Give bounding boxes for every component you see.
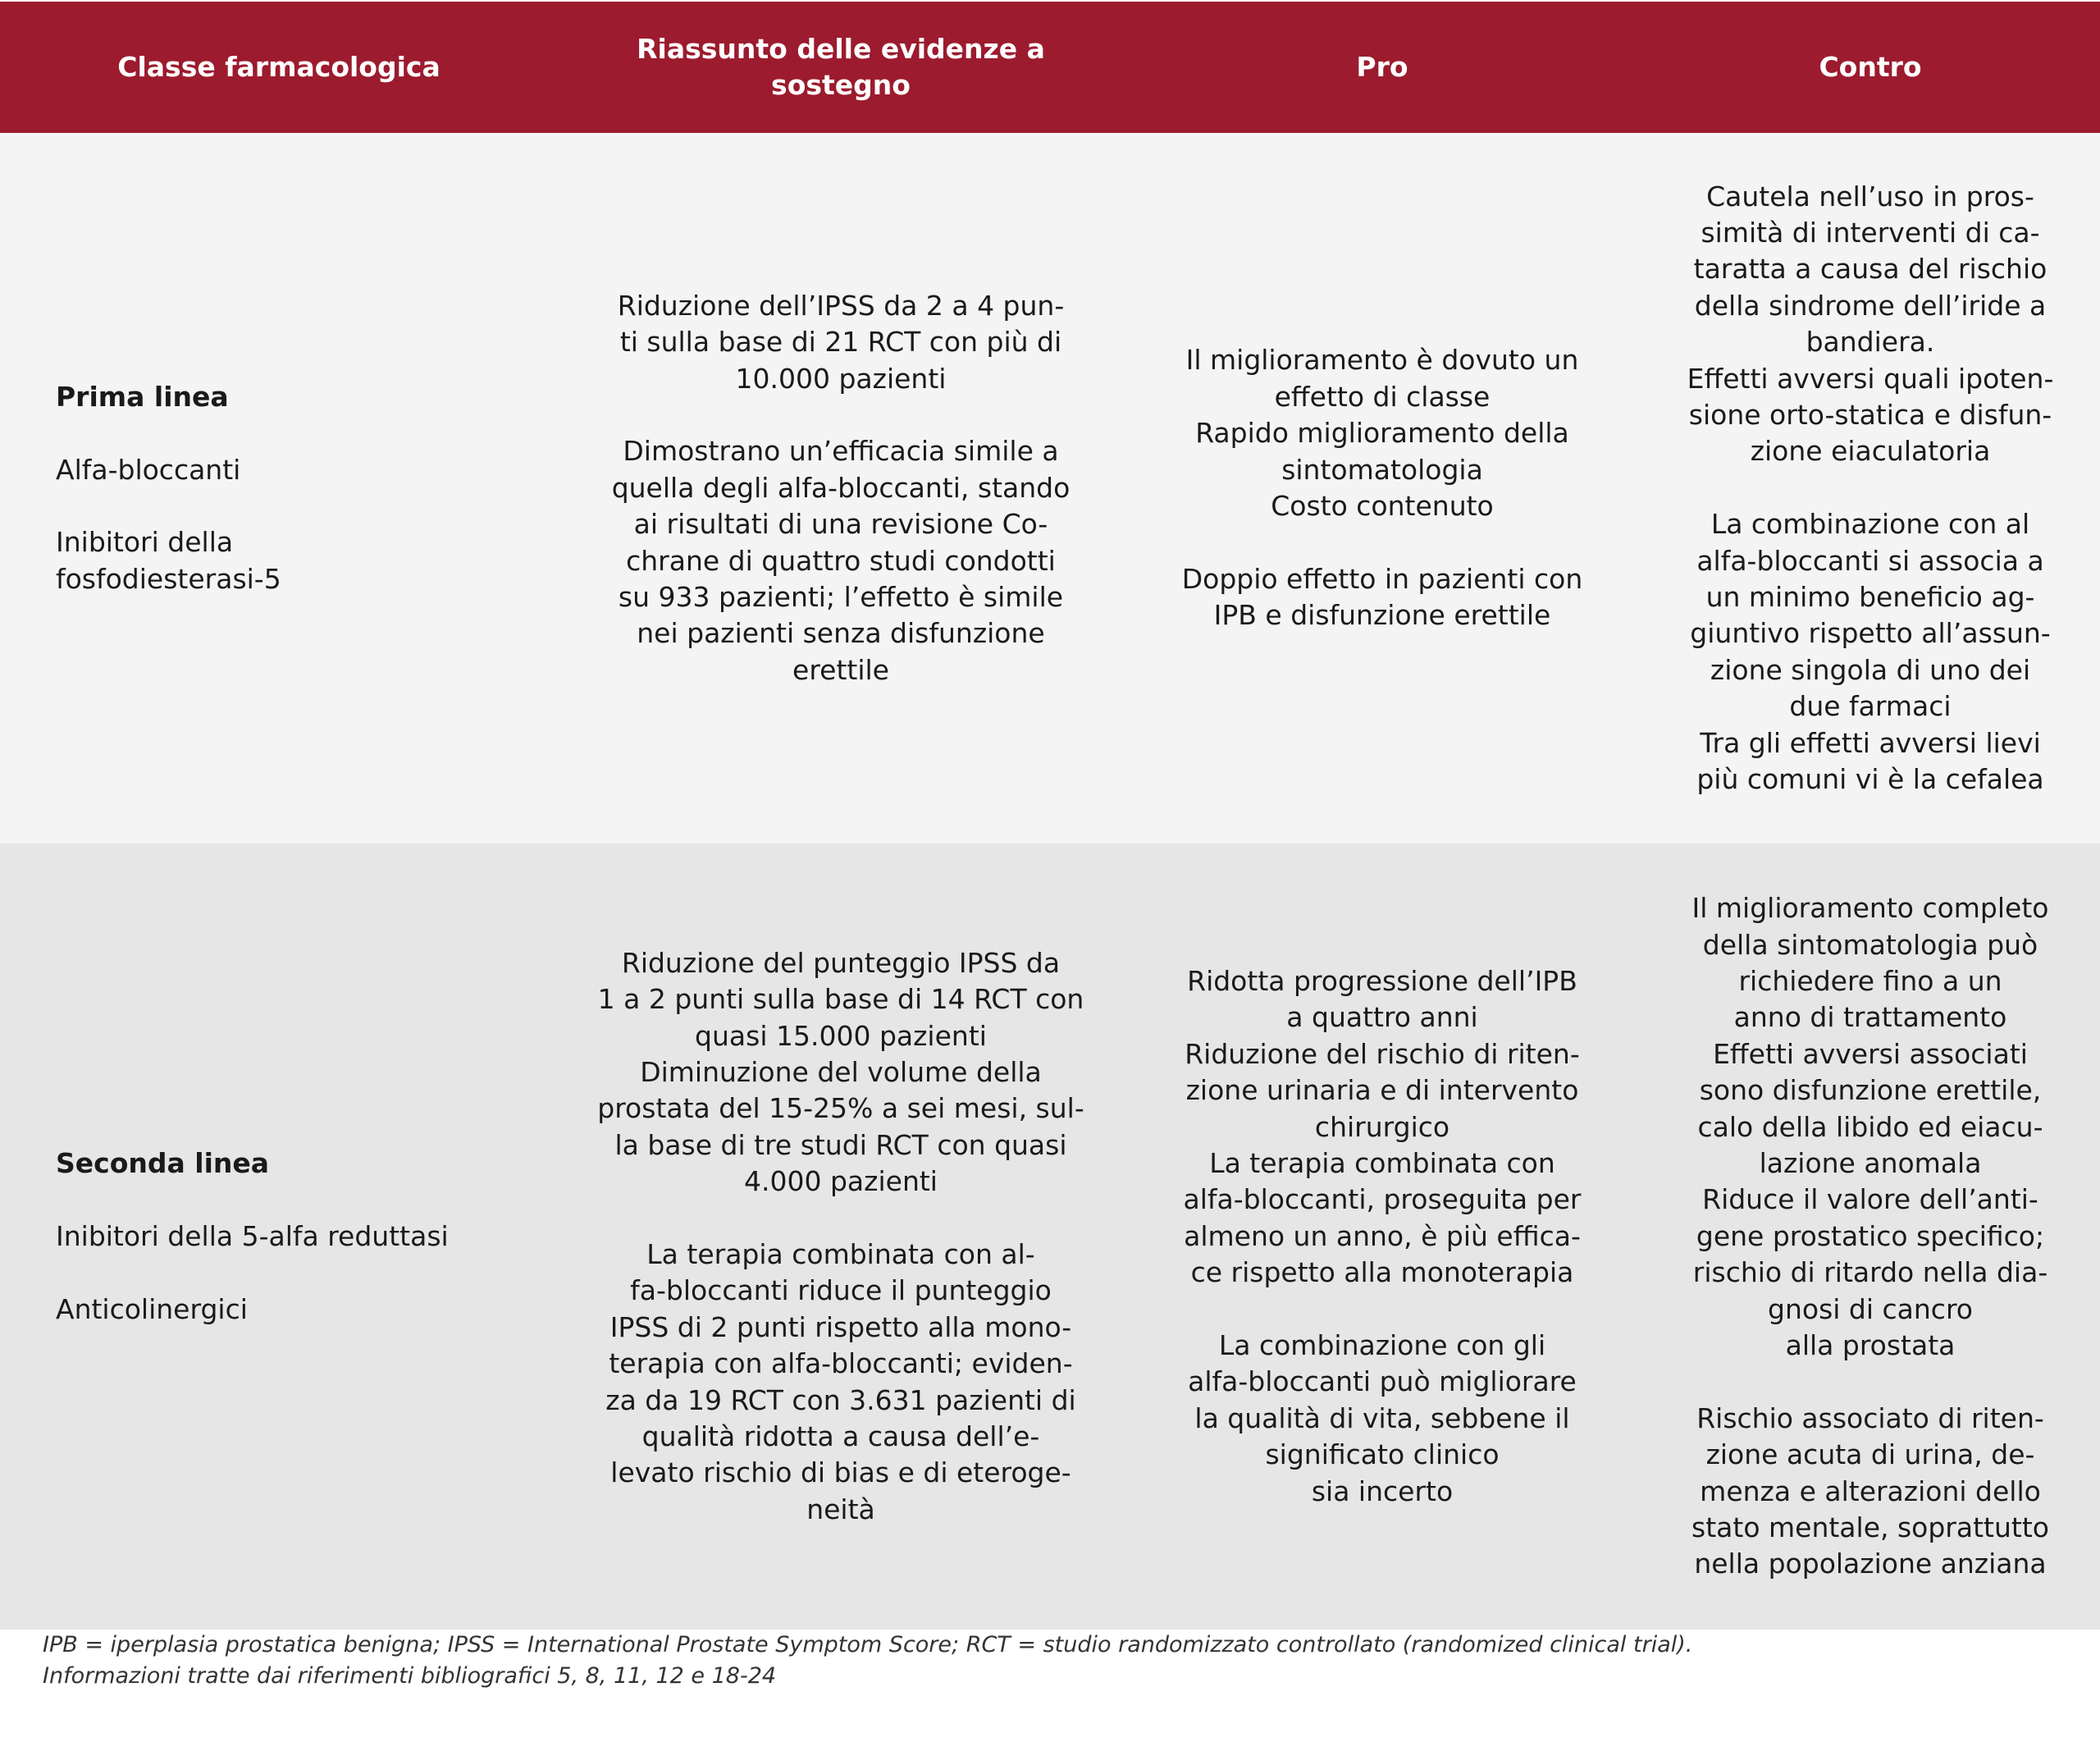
contro-text-line: zione eiaculatoria <box>1750 435 1991 468</box>
spacer <box>591 397 1091 433</box>
spacer <box>1165 1292 1600 1328</box>
contro-text-line: gene prostatico specifico; <box>1696 1219 2045 1252</box>
contro-text-line: più comuni vi è la cefalea <box>1696 763 2044 796</box>
pro-text-line: significato clinico <box>1265 1438 1500 1471</box>
pro-text-line: Rapido miglioramento della <box>1195 417 1569 450</box>
pro-text-line: alfa-bloccanti può migliorare <box>1188 1365 1577 1398</box>
contro-text-line: Tra gli effetti avversi lievi <box>1700 726 2041 759</box>
pro-text-line: chirurgico <box>1314 1110 1450 1143</box>
contro-text-line: simità di interventi di ca- <box>1701 216 2040 249</box>
footnote-abbreviations: IPB = iperplasia prostatica benigna; IPSS = International Prostate Symptom Score; RCT = studio randomizzato controllato (randomized clinical trial). <box>43 1632 1693 1657</box>
pro-text-line: zione urinaria e di intervento <box>1185 1074 1579 1107</box>
header-riassunto-line-1: Riassunto delle evidenze a <box>637 33 1045 65</box>
evidence-text-line: 4.000 pazienti <box>744 1165 938 1198</box>
evidence-text-line: qualità ridotta a causa dell’e- <box>641 1420 1040 1453</box>
footnote-references: Informazioni tratte dai riferimenti bibliografici 5, 8, 11, 12 e 18-24 <box>43 1663 777 1689</box>
pro-text-line: IPB e disfunzione erettile <box>1213 599 1551 632</box>
pro-text-line: la qualità di vita, sebbene il <box>1194 1401 1570 1434</box>
table-row-seconda-linea <box>0 844 2100 1630</box>
evidence-text-line: Diminuzione del volume della <box>640 1055 1042 1088</box>
contro-text-line: calo della libido ed eiacu- <box>1697 1110 2043 1143</box>
drug-class-item: Inibitori della <box>56 526 234 559</box>
contro-text-line: menza e alterazioni dello <box>1700 1475 2041 1507</box>
evidence-text-line: su 933 pazienti; l’effetto è simile <box>618 581 1064 613</box>
contro-text-line: Riduce il valore dell’anti- <box>1702 1183 2038 1216</box>
pro-text-line: sia incerto <box>1311 1475 1454 1507</box>
contro-text-line: taratta a causa del rischio <box>1693 253 2048 286</box>
drug-class-item: Inibitori della 5-alfa reduttasi <box>56 1219 449 1252</box>
header-row <box>0 2 2100 133</box>
pro-text-line: sintomatologia <box>1281 453 1483 486</box>
evidence-text-line: 10.000 pazienti <box>735 362 947 395</box>
contro-text-line: Effetti avversi quali ipoten- <box>1687 362 2054 395</box>
cell-contro <box>1641 844 2100 1630</box>
evidence-text-line: levato rischio di bias e di eteroge- <box>610 1456 1071 1489</box>
contro-text-line: La combinazione con al <box>1710 508 2030 541</box>
row-title: Seconda linea <box>56 1147 270 1179</box>
contro-text-line: gnosi di cancro <box>1768 1292 1973 1325</box>
contro-text-line: della sintomatologia può <box>1702 928 2038 961</box>
pro-text-line: effetto di classe <box>1274 380 1491 413</box>
cell-pro <box>1124 133 1641 844</box>
pro-text-line: a quattro anni <box>1286 1001 1478 1034</box>
contro-text-line: rischio di ritardo nella dia- <box>1692 1256 2048 1289</box>
drug-class-item: Alfa-bloccanti <box>56 453 241 486</box>
evidence-text-line: terapia con alfa-bloccanti; eviden- <box>609 1347 1073 1380</box>
contro-text-line: bandiera. <box>1806 326 1935 359</box>
evidence-text-line: 1 a 2 punti sulla base di 14 RCT con <box>597 983 1084 1016</box>
contro-text-line: richiedere fino a un <box>1738 964 2002 997</box>
contro-text-line: zione singola di uno dei <box>1710 653 2031 686</box>
pro-text-line: Doppio effetto in pazienti con <box>1181 562 1583 595</box>
contro-text-line: Effetti avversi associati <box>1713 1037 2028 1070</box>
cell-classe <box>0 133 558 844</box>
contro-text-line: alfa-bloccanti si associa a <box>1696 544 2044 577</box>
pro-text-line: La combinazione con gli <box>1218 1329 1546 1361</box>
contro-text-line: nella popolazione anziana <box>1694 1548 2047 1580</box>
drug-class-item: fosfodiesterasi-5 <box>56 562 281 595</box>
evidence-text-line: nei pazienti senza disfunzione <box>637 617 1045 650</box>
contro-text-line: Rischio associato di riten- <box>1696 1401 2044 1434</box>
cell-evidenze <box>558 133 1124 844</box>
table-header <box>0 2 2100 133</box>
contro-text-line: stato mentale, soprattutto <box>1691 1511 2049 1544</box>
evidence-text-line: prostata del 15-25% a sei mesi, sul- <box>597 1092 1084 1125</box>
table-row-prima-linea <box>0 133 2100 844</box>
evidence-text-line: neità <box>806 1493 875 1525</box>
pro-text-line: La terapia combinata con <box>1209 1146 1555 1179</box>
spacer <box>56 1182 541 1218</box>
contro-text-line: alla prostata <box>1785 1329 1956 1362</box>
header-riassunto-line-2: sostegno <box>771 69 911 101</box>
header-pro: Pro <box>1356 51 1408 83</box>
pro-text-line: almeno un anno, è più effica- <box>1184 1219 1581 1252</box>
evidence-text-line: za da 19 RCT con 3.631 pazienti di <box>605 1383 1076 1416</box>
evidence-text-line: La terapia combinata con al- <box>646 1237 1035 1270</box>
evidence-text-line: Riduzione dell’IPSS da 2 a 4 pun- <box>617 289 1065 322</box>
pro-text-line: Ridotta progressione dell’IPB <box>1187 964 1577 997</box>
evidence-text-line: Dimostrano un’efficacia simile a <box>623 435 1059 468</box>
evidence-text-line: fa-bloccanti riduce il punteggio <box>630 1274 1052 1307</box>
drug-class-table <box>0 2 2100 1630</box>
evidence-text-line: ti sulla base di 21 RCT con più di <box>619 326 1062 359</box>
evidence-text-line: Riduzione del punteggio IPSS da <box>621 946 1061 979</box>
header-contro: Contro <box>1819 51 1922 83</box>
evidence-text-line: chrane di quattro studi condotti <box>626 544 1056 577</box>
contro-text-line: Cautela nell’uso in pros- <box>1706 180 2034 213</box>
evidence-text-line: IPSS di 2 punti rispetto alla mono- <box>609 1310 1072 1343</box>
pro-text-line: Il miglioramento è dovuto un <box>1185 344 1579 377</box>
contro-text-line: un minimo beneficio ag- <box>1705 581 2035 613</box>
pro-text-line: Riduzione del rischio di riten- <box>1185 1037 1580 1070</box>
spacer <box>591 1200 1091 1237</box>
contro-text-line: lazione anomala <box>1759 1146 1982 1179</box>
spacer <box>1682 1364 2059 1400</box>
pro-text-line: ce rispetto alla monoterapia <box>1190 1256 1574 1289</box>
cell-pro <box>1124 844 1641 1630</box>
evidence-text-line: ai risultati di una revisione Co- <box>633 508 1048 541</box>
contro-text-line: giuntivo rispetto all’assun- <box>1690 617 2051 650</box>
pro-text-line: alfa-bloccanti, proseguita per <box>1183 1183 1582 1216</box>
spacer <box>56 488 541 524</box>
contro-text-line: zione acuta di urina, de- <box>1705 1438 2035 1471</box>
evidence-text-line: quasi 15.000 pazienti <box>695 1019 987 1052</box>
drug-class-item: Anticolinergici <box>56 1292 248 1325</box>
header-riassunto-evidenze <box>558 2 1124 133</box>
evidence-text-line: erettile <box>792 653 889 686</box>
contro-text-line: sono disfunzione erettile, <box>1699 1074 2042 1107</box>
header-classe-farmacologica: Classe farmacologica <box>117 51 441 83</box>
cell-classe <box>0 844 558 1630</box>
contro-text-line: Il miglioramento completo <box>1691 892 2049 925</box>
pro-text-line: Costo contenuto <box>1271 490 1494 522</box>
spacer <box>1165 524 1600 560</box>
table-body <box>0 133 2100 1630</box>
contro-text-line: della sindrome dell’iride a <box>1694 289 2047 322</box>
contro-text-line: due farmaci <box>1789 690 1952 723</box>
contro-text-line: anno di trattamento <box>1733 1001 2007 1034</box>
cell-evidenze <box>558 844 1124 1630</box>
evidence-text-line: la base di tre studi RCT con quasi <box>614 1128 1067 1161</box>
table-footnote <box>43 1630 2052 1692</box>
row-title: Prima linea <box>56 380 229 413</box>
evidence-text-line: quella degli alfa-bloccanti, stando <box>611 471 1071 504</box>
spacer <box>56 1255 541 1291</box>
contro-text-line: sione orto-statica e disfun- <box>1688 398 2052 431</box>
spacer <box>1682 470 2059 506</box>
spacer <box>56 415 541 451</box>
cell-contro <box>1641 133 2100 844</box>
